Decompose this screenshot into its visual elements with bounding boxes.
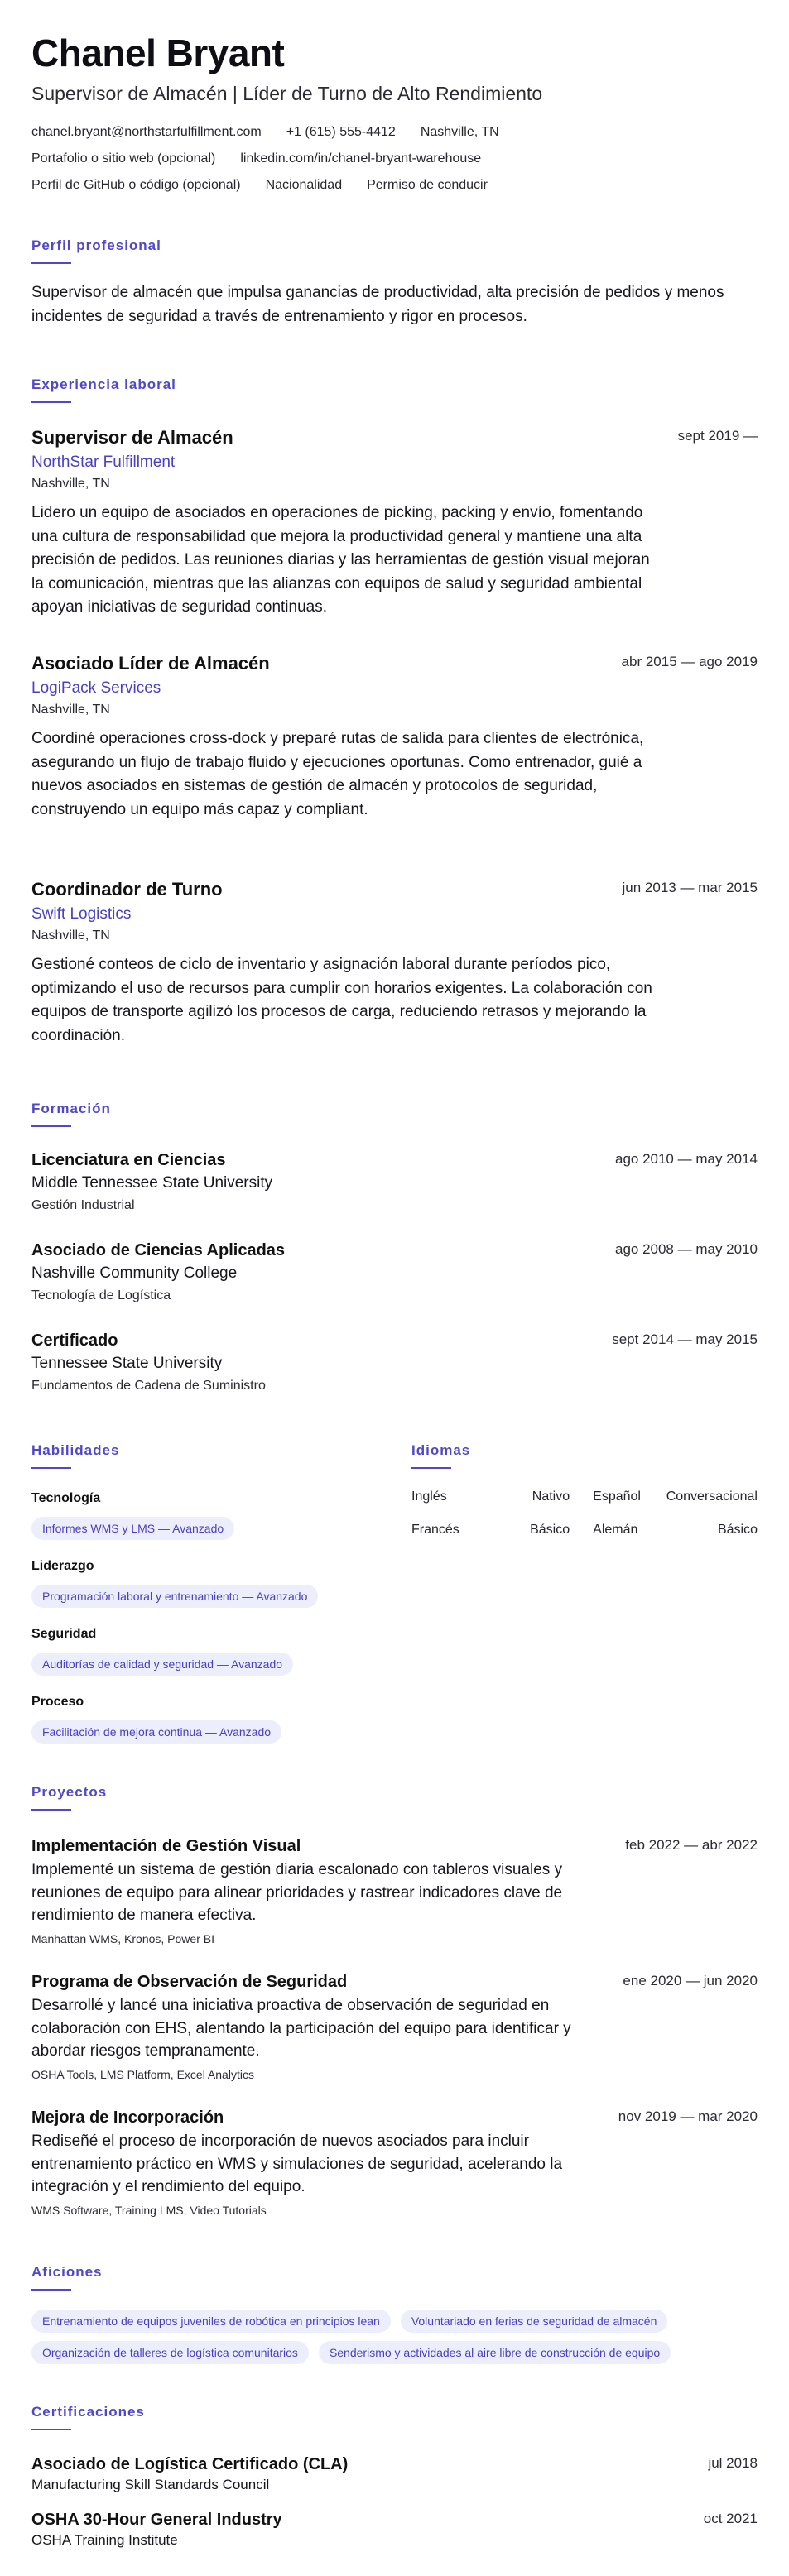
education-section [31, 1101, 758, 1393]
education-entry [31, 1149, 758, 1215]
job-location: Nashville, TN [31, 928, 110, 943]
job-entry [31, 426, 758, 620]
certification-name: OSHA 30-Hour General Industry [31, 2511, 282, 2529]
project-title: Mejora de Incorporación [31, 2108, 224, 2127]
section-title: Certificaciones [31, 2404, 145, 2420]
skills-section [31, 1442, 379, 1739]
job-description: Coordiné operaciones cross-dock y preparé rutas de salida para clientes de electrónica, asegurando un flujo de trabajo fluido y ejecuciones oportunas. Como entrenador, guié a nuevos asociados en sistemas de gestión de almacén y protocolos de seguridad, construyendo un equipo más capaz y compliant. [31, 730, 644, 818]
education-school: Tennessee State University [31, 1355, 223, 1372]
profile-section [31, 237, 758, 329]
certification-issuer: Manufacturing Skill Standards Council [31, 2477, 270, 2492]
languages-grid [411, 1489, 758, 1538]
skill-pill: Auditorías de calidad y seguridad — Avanzado [31, 1653, 293, 1676]
language-name: Inglés [411, 1489, 447, 1504]
language-level: Nativo [532, 1489, 570, 1504]
hobbies-section [31, 2264, 758, 2359]
section-divider [31, 1125, 71, 1127]
section-divider [31, 1467, 71, 1469]
job-dates: abr 2015 — ago 2019 [621, 654, 758, 669]
education-dates: sept 2014 — may 2015 [612, 1331, 758, 1347]
resume-header [31, 30, 758, 194]
certification-entry [31, 2454, 758, 2494]
job-company[interactable]: LogiPack Services [31, 679, 161, 697]
language-name: Español [593, 1489, 641, 1504]
links-row [31, 151, 758, 167]
hobby-pill: Organización de talleres de logística comunitarios [31, 2341, 309, 2364]
project-entry [31, 1835, 758, 1947]
location-text: Nashville, TN [420, 125, 499, 139]
hobby-pill: Voluntariado en ferias de seguridad de almacén [401, 2310, 668, 2333]
language-level: Conversacional [666, 1489, 758, 1504]
nationality-text: Nacionalidad [265, 178, 343, 192]
education-school: Middle Tennessee State University [31, 1174, 273, 1192]
project-title: Implementación de Gestión Visual [31, 1837, 301, 1855]
job-title: Asociado Líder de Almacén [31, 653, 270, 674]
skill-category: Proceso [31, 1695, 84, 1709]
project-description: Rediseñé el proceso de incorporación de nuevos asociados para incluir entrenamiento práctico en WMS y simulaciones de seguridad, acelerando la integración y el rendimiento del equipo. [31, 2132, 563, 2195]
profile-summary: Supervisor de almacén que impulsa ganancias de productividad, alta precisión de pedidos y menos incidentes de seguridad a través de entrenamiento y rigor en procesos. [31, 284, 724, 325]
candidate-headline: Supervisor de Almacén | Líder de Turno de Alto Rendimiento [31, 83, 543, 104]
section-divider [31, 2289, 71, 2291]
job-description: Lidero un equipo de asociados en operaciones de picking, packing y envío, fomentando una cultura de responsabilidad que mejora la productividad general y mantiene una alta precisión de pedidos. Las reuniones diarias y las herramientas de gestión visual mejoran la comunicación, mientras que las alianzas con equipos de salud y seguridad ambiental apoyan iniciativas de seguridad continuas. [31, 504, 650, 616]
skill-group [31, 1558, 318, 1608]
job-dates: sept 2019 — [677, 428, 758, 444]
projects-section [31, 1784, 758, 2217]
project-dates: feb 2022 — abr 2022 [625, 1837, 758, 1853]
github-link[interactable]: Perfil de GitHub o código (opcional) [31, 178, 241, 192]
section-divider [31, 2429, 71, 2430]
project-title: Programa de Observación de Seguridad [31, 1973, 348, 1991]
project-tools: WMS Software, Training LMS, Video Tutorials [31, 2203, 267, 2217]
certification-name: Asociado de Logística Certificado (CLA) [31, 2455, 349, 2473]
job-dates: jun 2013 — mar 2015 [622, 880, 758, 895]
certification-entry [31, 2509, 758, 2550]
certification-date: oct 2021 [703, 2511, 758, 2526]
section-divider [31, 1809, 71, 1811]
job-company[interactable]: NorthStar Fulfillment [31, 453, 176, 471]
education-dates: ago 2010 — may 2014 [614, 1151, 758, 1167]
email-link[interactable]: chanel.bryant@northstarfulfillment.com [31, 125, 262, 139]
hobbies-list [31, 2310, 777, 2364]
job-title: Supervisor de Almacén [31, 427, 233, 448]
section-title: Formación [31, 1101, 111, 1116]
job-entry [31, 878, 758, 1048]
portfolio-link[interactable]: Portafolio o sitio web (opcional) [31, 151, 216, 165]
education-entry [31, 1240, 758, 1305]
skill-pill: Programación laboral y entrenamiento — Avanzado [31, 1585, 318, 1608]
section-divider [411, 1467, 451, 1469]
hobby-pill: Entrenamiento de equipos juveniles de robótica en principios lean [31, 2310, 391, 2333]
section-title: Aficiones [31, 2264, 103, 2280]
experience-section [31, 377, 758, 1044]
extra-info-row [31, 177, 758, 194]
job-title: Coordinador de Turno [31, 879, 223, 899]
candidate-name: Chanel Bryant [31, 31, 285, 74]
phone-link[interactable]: +1 (615) 555-4412 [286, 125, 396, 139]
linkedin-link[interactable]: linkedin.com/in/chanel-bryant-warehouse [240, 151, 482, 165]
education-field: Fundamentos de Cadena de Suministro [31, 1379, 266, 1393]
language-level: Básico [530, 1523, 570, 1537]
skill-group [31, 1626, 293, 1676]
skill-group [31, 1490, 234, 1540]
project-entry [31, 2107, 758, 2219]
education-field: Gestión Industrial [31, 1198, 135, 1212]
education-dates: ago 2008 — may 2010 [614, 1241, 758, 1257]
language-name: Alemán [593, 1523, 638, 1537]
project-entry [31, 1971, 758, 2083]
education-degree: Asociado de Ciencias Aplicadas [31, 1241, 286, 1259]
certifications-section [31, 2404, 758, 2548]
job-entry [31, 652, 758, 822]
section-title: Proyectos [31, 1784, 108, 1800]
section-divider [31, 262, 71, 264]
project-dates: nov 2019 — mar 2020 [618, 2108, 758, 2124]
education-entry [31, 1330, 758, 1395]
certification-date: jul 2018 [708, 2455, 758, 2471]
section-title: Perfil profesional [31, 237, 161, 253]
job-location: Nashville, TN [31, 477, 110, 491]
section-divider [31, 401, 71, 403]
language-name: Francés [411, 1523, 459, 1537]
skill-group [31, 1694, 281, 1744]
section-title: Habilidades [31, 1442, 120, 1458]
education-degree: Certificado [31, 1331, 118, 1350]
project-tools: OSHA Tools, LMS Platform, Excel Analytics [31, 2067, 254, 2081]
certification-issuer: OSHA Training Institute [31, 2532, 178, 2548]
section-title: Idiomas [411, 1442, 471, 1458]
job-company[interactable]: Swift Logistics [31, 905, 132, 923]
project-tools: Manhattan WMS, Kronos, Power BI [31, 1931, 214, 1945]
license-text: Permiso de conducir [367, 178, 488, 192]
skill-pill: Facilitación de mejora continua — Avanzado [31, 1720, 281, 1744]
languages-section [411, 1442, 758, 1538]
job-location: Nashville, TN [31, 703, 110, 717]
project-description: Desarrollé y lancé una iniciativa proactiva de observación de seguridad en colaboración con EHS, alentando la participación del equipo para identificar y abordar riesgos tempranamente. [31, 1997, 571, 2060]
job-description: Gestioné conteos de ciclo de inventario y asignación laboral durante períodos pico, optimizando el uso de recursos para cumplir con horarios exigentes. La colaboración con equipos de transporte agilizó los procesos de carga, reduciendo retrasos y mejorando la coordinación. [31, 956, 652, 1044]
contact-row [31, 124, 758, 141]
education-school: Nashville Community College [31, 1264, 238, 1282]
skill-category: Seguridad [31, 1627, 97, 1641]
skill-category: Liderazgo [31, 1559, 94, 1573]
project-description: Implementé un sistema de gestión diaria escalonado con tableros visuales y reuniones de equipo para alinear prioridades y rastrear indicadores clave de rendimiento de manera efectiva. [31, 1861, 563, 1924]
section-title: Experiencia laboral [31, 377, 176, 392]
education-field: Tecnología de Logística [31, 1288, 171, 1302]
project-dates: ene 2020 — jun 2020 [623, 1973, 758, 1988]
hobby-pill: Senderismo y actividades al aire libre de construcción de equipo [319, 2341, 671, 2364]
skill-pill: Informes WMS y LMS — Avanzado [31, 1517, 234, 1540]
language-level: Básico [717, 1523, 758, 1537]
skill-category: Tecnología [31, 1491, 101, 1505]
education-degree: Licenciatura en Ciencias [31, 1151, 226, 1169]
